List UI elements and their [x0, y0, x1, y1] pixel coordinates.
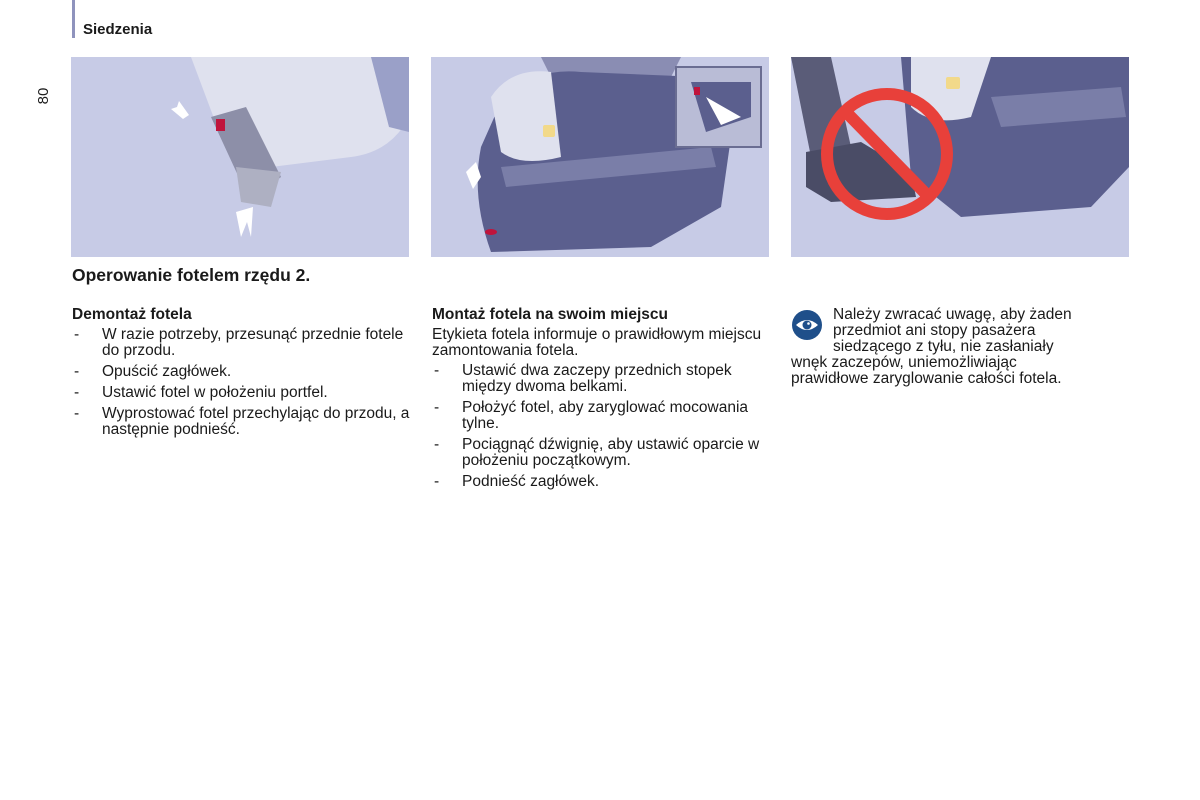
list-item: - W razie potrzeby, przesunąć przednie fotele do przodu.: [72, 327, 412, 359]
page-number: 80: [35, 87, 52, 105]
installation-steps: [432, 363, 772, 490]
note-box: [791, 307, 1091, 387]
section-title: Siedzenia: [83, 21, 153, 38]
list-item: - Położyć fotel, aby zaryglować mocowania tylne.: [432, 400, 772, 432]
list-item: - Podnieść zagłówek.: [432, 474, 772, 490]
main-heading: Operowanie fotelem rzędu 2.: [72, 265, 311, 285]
removal-steps: [72, 327, 412, 438]
eye-icon: [791, 309, 823, 341]
note-text: Należy zwracać uwagę, aby żaden przedmiot ani stopy pasażera siedzącego z tyłu, nie zasłaniały wnęk zaczepów, uniemożliwiając prawidłowe zaryglowanie całości fotela.: [791, 306, 1072, 387]
seat-lever-release-illustration: [71, 57, 409, 257]
installation-heading: Montaż fotela na swoim miejscu: [432, 306, 668, 323]
list-item: - Ustawić dwa zaczepy przednich stopek między dwoma belkami.: [432, 363, 772, 395]
prohibited-foot-under-seat-illustration: [791, 57, 1129, 257]
installation-section: [432, 307, 772, 495]
removal-heading: Demontaż fotela: [72, 306, 192, 323]
installation-intro: Etykieta fotela informuje o prawidłowym miejscu zamontowania fotela.: [432, 326, 762, 359]
section-accent-bar: [72, 0, 75, 38]
removal-section: [72, 307, 412, 443]
list-item: - Ustawić fotel w położeniu portfel.: [72, 385, 412, 401]
seat-tip-forward-illustration: [431, 57, 769, 257]
list-item: - Opuścić zagłówek.: [72, 364, 412, 380]
list-item: - Wyprostować fotel przechylając do przodu, a następnie podnieść.: [72, 406, 412, 438]
list-item: - Pociągnąć dźwignię, aby ustawić oparcie w położeniu początkowym.: [432, 437, 772, 469]
